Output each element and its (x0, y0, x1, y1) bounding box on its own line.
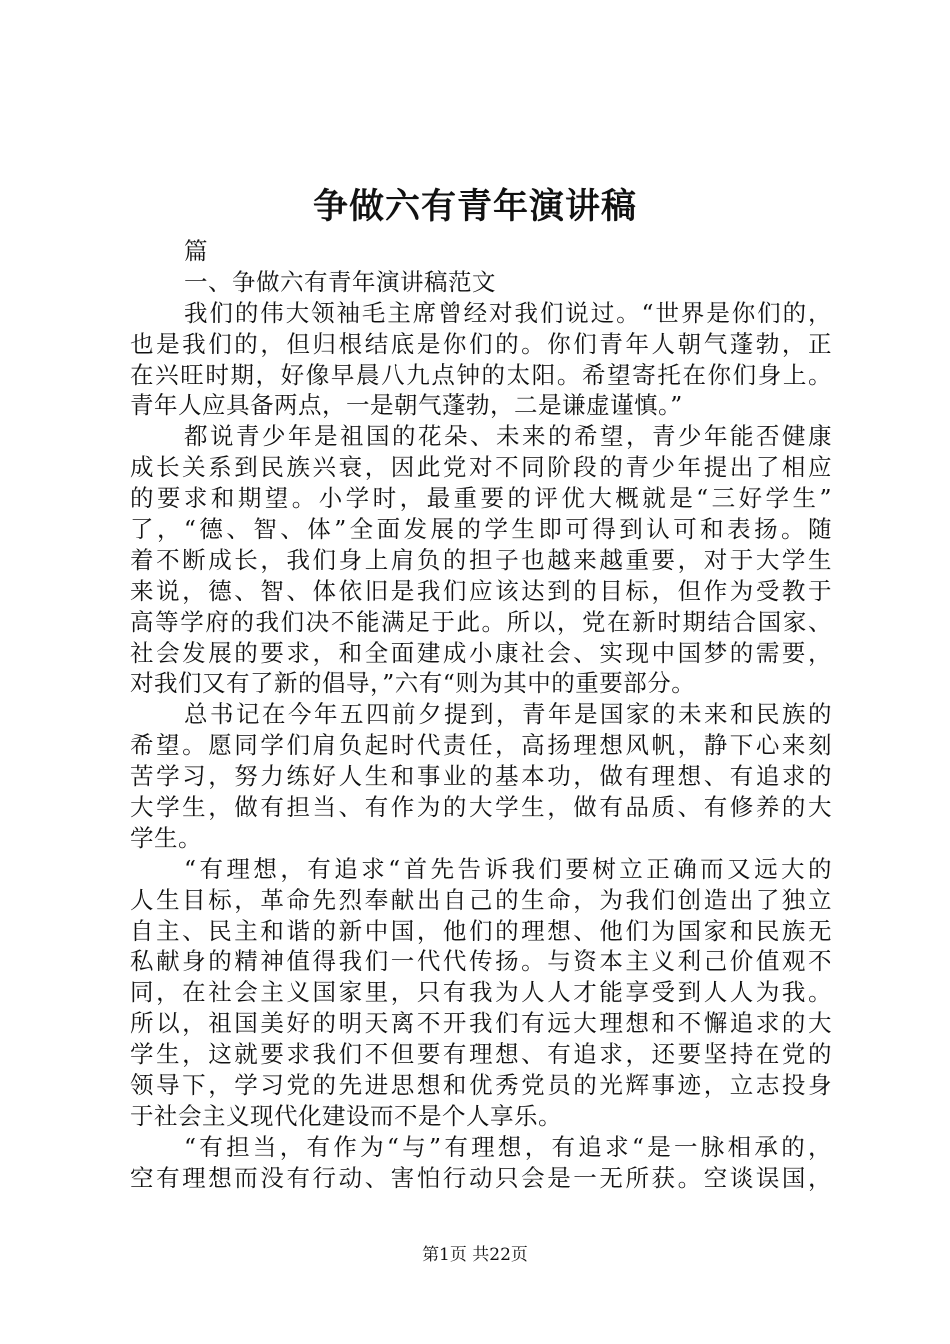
text-line: 空有理想而没有行动、害怕行动只会是一无所获。空谈误国， (130, 1163, 832, 1192)
text-line: 一、争做六有青年演讲稿范文 (184, 267, 496, 296)
text-line: 希望。愿同学们肩负起时代责任，高扬理想风帆，静下心来刻 (130, 731, 832, 760)
text-line: 高等学府的我们决不能满足于此。所以，党在新时期结合国家、 (130, 607, 832, 636)
text-line: 也是我们的，但归根结底是你们的。你们青年人朝气蓬勃，正 (130, 329, 832, 358)
document-body (130, 236, 832, 1194)
text-line: 青年人应具备两点，一是朝气蓬勃，二是谦虚谨慎。” (130, 391, 683, 420)
text-line: 的要求和期望。小学时，最重要的评优大概就是“三好学生” (130, 484, 832, 513)
text-line: 苦学习，努力练好人生和事业的基本功，做有理想、有追求的 (130, 762, 832, 791)
text-line: “有理想，有追求“首先告诉我们要树立正确而又远大的 (184, 854, 832, 883)
text-line: 私献身的精神值得我们一代代传扬。与资本主义利己价值观不 (130, 947, 832, 976)
document-title: 争做六有青年演讲稿 (312, 186, 637, 227)
text-line: 学生，这就要求我们不但要有理想、有追求，还要坚持在党的 (130, 1040, 832, 1069)
text-line: 来说，德、智、体依旧是我们应该达到的目标，但作为受教于 (130, 576, 832, 605)
text-line: 同，在社会主义国家里，只有我为人人才能享受到人人为我。 (130, 978, 832, 1007)
text-line: 领导下，学习党的先进思想和优秀党员的光辉事迹，立志投身 (130, 1071, 832, 1100)
text-line: 篇 (184, 237, 208, 265)
page-footer: 第1页 共22页 (422, 1245, 528, 1265)
text-line: 人生目标，革命先烈奉献出自己的生命，为我们创造出了独立 (130, 885, 832, 914)
text-line: 于社会主义现代化建设而不是个人享乐。 (130, 1101, 562, 1130)
text-line: 我们的伟大领袖毛主席曾经对我们说过。“世界是你们的， (184, 298, 832, 327)
text-line: 都说青少年是祖国的花朵、未来的希望，青少年能否健康 (184, 422, 832, 451)
text-line: 总书记在今年五四前夕提到，青年是国家的未来和民族的 (184, 700, 832, 729)
text-line: 了，“德、智、体”全面发展的学生即可得到认可和表扬。随 (130, 515, 832, 544)
text-line: 所以，祖国美好的明天离不开我们有远大理想和不懈追求的大 (130, 1009, 832, 1038)
text-line: 社会发展的要求，和全面建成小康社会、实现中国梦的需要， (130, 638, 832, 667)
text-line: 自主、民主和谐的新中国，他们的理想、他们为国家和民族无 (130, 916, 832, 945)
text-line: 对我们又有了新的倡导，”六有“则为其中的重要部分。 (130, 669, 696, 698)
text-line: 在兴旺时期，好像早晨八九点钟的太阳。希望寄托在你们身上。 (130, 360, 832, 389)
text-line: 着不断成长，我们身上肩负的担子也越来越重要，对于大学生 (130, 545, 832, 574)
text-line: 学生。 (130, 823, 202, 852)
text-line: 大学生，做有担当、有作为的大学生，做有品质、有修养的大 (130, 793, 832, 822)
text-line: “有担当，有作为“与”有理想，有追求“是一脉相承的， (184, 1132, 832, 1161)
text-line: 成长关系到民族兴衰，因此党对不同阶段的青少年提出了相应 (130, 453, 832, 482)
